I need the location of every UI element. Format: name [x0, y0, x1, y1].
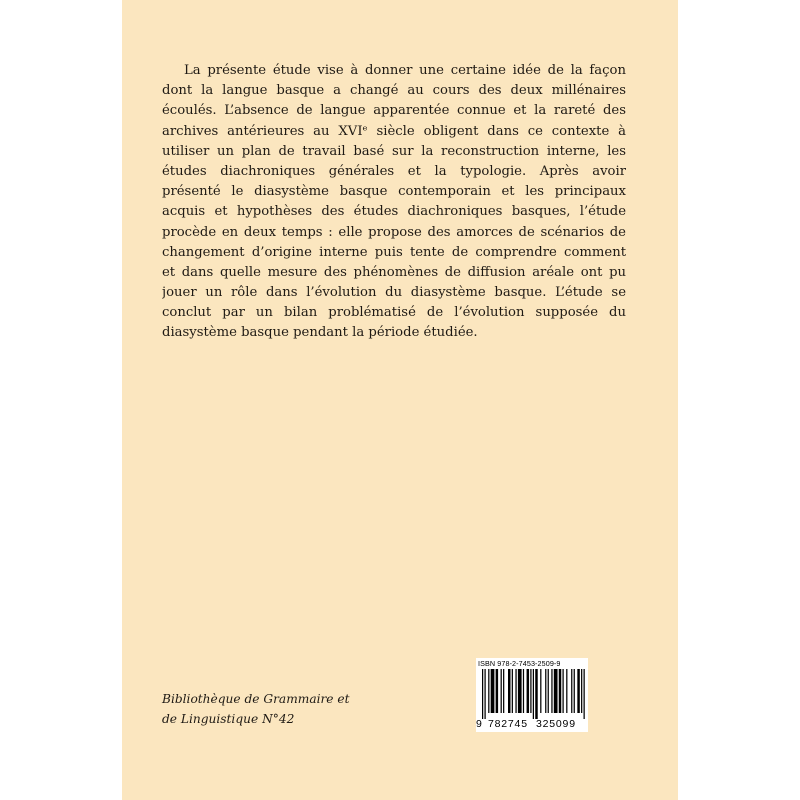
- abstract-line: La présente étude vise à donner une certaine idée de la façon: [184, 63, 626, 78]
- barcode-bar: [548, 669, 549, 713]
- barcode-bar: [482, 669, 483, 719]
- abstract-line: diasystème basque pendant la période étudiée.: [162, 325, 478, 341]
- barcode-bar: [503, 669, 504, 713]
- barcode-bar: [577, 669, 579, 713]
- series-title: [162, 689, 362, 729]
- barcode-bar: [545, 669, 546, 713]
- abstract-line: changement d’origine interne puis tente de comprendre comment: [162, 244, 626, 260]
- barcode-bar: [562, 669, 563, 713]
- barcode-bar: [508, 669, 510, 713]
- barcode-bar: [554, 669, 558, 713]
- barcode-bar: [515, 669, 516, 713]
- barcode-bar: [559, 669, 561, 713]
- abstract-line: études diachroniques générales et la typologie. Après avoir: [162, 163, 626, 179]
- ean-left-group: 782745: [488, 718, 528, 730]
- ean-right-group: 325099: [536, 718, 576, 730]
- isbn-number: ISBN 978-2-7453-2509-9: [478, 659, 561, 668]
- abstract-line: archives antérieures au XVIᵉ siècle obligent dans ce contexte à: [162, 123, 626, 139]
- barcode-icon: [482, 669, 586, 719]
- abstract-line: dont la langue basque a changé au cours des deux millénaires: [162, 83, 626, 99]
- abstract-line: procède en deux temps : elle propose des amorces de scénarios de: [162, 224, 626, 240]
- abstract-line: présenté le diasystème basque contemporain et les principaux: [162, 184, 626, 200]
- barcode-bar: [581, 669, 582, 713]
- barcode-bar: [566, 669, 567, 713]
- series-title-line: de Linguistique N°42: [162, 712, 295, 726]
- isbn-barcode: [476, 658, 588, 732]
- back-cover: [122, 0, 678, 800]
- barcode-bar: [491, 669, 495, 713]
- abstract-line: conclut par un bilan problématisé de l’évolution supposée du: [162, 305, 626, 321]
- abstract-line: et dans quelle mesure des phénomènes de diffusion aréale ont pu: [162, 264, 626, 280]
- barcode-bar: [551, 669, 552, 713]
- barcode-bar: [533, 669, 534, 719]
- barcode-bar: [484, 669, 485, 719]
- abstract-paragraph: [162, 61, 626, 344]
- ean-digits: [476, 718, 588, 730]
- barcode-bar: [530, 669, 531, 713]
- barcode-bar: [501, 669, 502, 713]
- abstract-line: acquis et hypothèses des études diachroniques basques, l’étude: [162, 204, 626, 220]
- barcode-bar: [496, 669, 498, 713]
- barcode-bar: [512, 669, 513, 713]
- barcode-bar: [527, 669, 529, 713]
- abstract-line: jouer un rôle dans l’évolution du diasystème basque. L’étude se: [162, 285, 626, 301]
- barcode-bar: [571, 669, 572, 713]
- barcode-bar: [488, 669, 489, 713]
- abstract-line: écoulés. L’absence de langue apparentée connue et la rareté des: [162, 103, 626, 119]
- barcode-bar: [574, 669, 575, 713]
- barcode-bar: [535, 669, 537, 719]
- barcode-bar: [523, 669, 524, 713]
- barcode-bar: [540, 669, 541, 713]
- barcode-bar: [518, 669, 522, 713]
- series-title-line: Bibliothèque de Grammaire et: [162, 692, 350, 706]
- barcode-bar: [584, 669, 585, 719]
- ean-first-digit: 9: [476, 718, 482, 730]
- abstract-line: utiliser un plan de travail basé sur la reconstruction interne, les: [162, 143, 626, 159]
